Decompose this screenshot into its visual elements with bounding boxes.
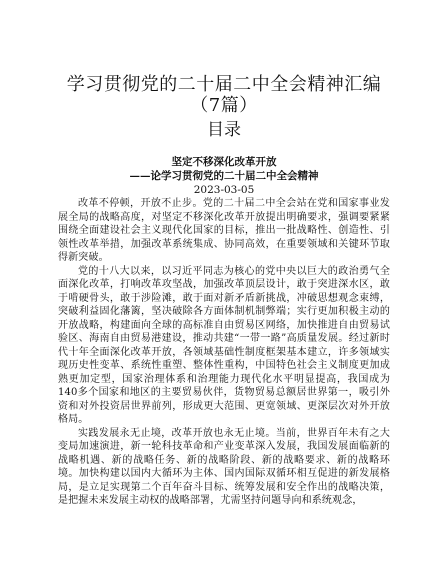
article-title: 坚定不移深化改革开放 [171,156,277,168]
body-paragraph: 党的十八大以来，以习近平同志为核心的党中央以巨大的政治勇气全面深化改革，打响改革攻坚战，加强改革顶层设计，敢于突进深水区，敢于啃硬骨头，敢于涉险滩，敢于面对新矛盾新挑战，冲破思想观念束缚，突破利益固化藩篱，坚决破除各方面体制机制弊端；实行更加积极主动的开放战略，构建面向全球的高标准自由贸易区网络，加快推进自由贸易试验区、海南自由贸易港建设，推动共建“一带一路”高质量发展。经过新时代十年全面深化改革开放，各领域基础性制度框架基本建立，许多领域实现历史性变革、系统性重塑、整体性重构，中国特色社会主义制度更加成熟更加定型，国家治理体系和治理能力现代化水平明显提高，我国成为140多个国家和地区的主要贸易伙伴，货物贸易总额居世界第一，吸引外资和对外投资居世界前列，形成更大范围、更宽领域、更深层次对外开放格局。 [58,265,390,425]
article-date: 2023-03-05 [193,184,255,196]
document-title: 学习贯彻党的二十届二中全会精神汇编（7篇） [66,74,382,116]
article-body [58,197,390,508]
body-paragraph: 改革不停顿，开放不止步。党的二十届二中全会站在党和国家事业发展全局的战略高度，对坚定不移深化改革开放提出明确要求，强调要紧紧围绕全面建设社会主义现代化国家的目标，推出一批战略性、创造性、引领性改革举措，加强改革系统集成、协同高效，在重要领域和关键环节取得新突破。 [58,198,390,263]
toc-heading: 目录 [207,120,241,140]
article-subtitle: ——论学习贯彻党的二十届二中全会精神 [129,170,319,182]
body-paragraph: 实践发展永无止境，改革开放也永无止境。当前，世界百年未有之大变局加速演进，新一轮科技革命和产业变革深入发展，我国发展面临新的战略机遇、新的战略任务、新的战略阶段、新的战略要求、新的战略环境。加快构建以国内大循环为主体、国内国际双循环相互促进的新发展格局，是立足实现第二个百年奋斗目标、统筹发展和安全作出的战略决策，是把握未来发展主动权的战略部署，尤需坚持问题导向和系统观念， [58,427,390,506]
